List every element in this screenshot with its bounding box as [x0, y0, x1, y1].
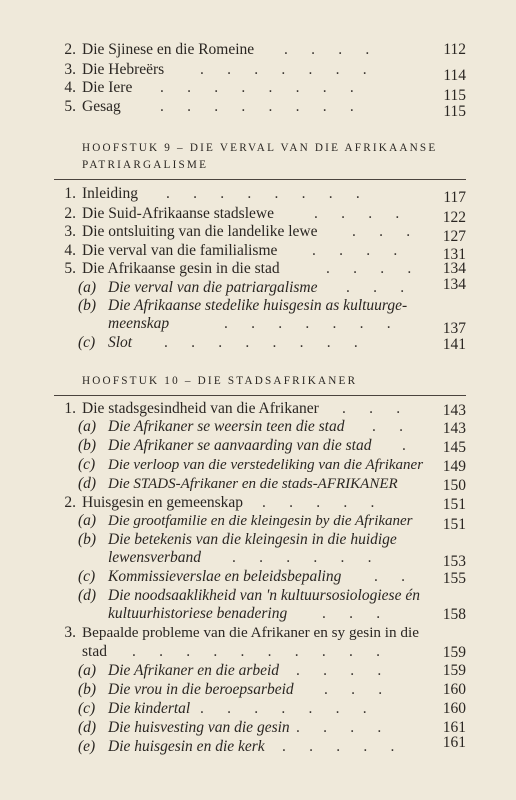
entry-title: Die Afrikaanse gesin in die stad — [82, 260, 280, 277]
chapter-10-heading: HOOFSTUK 10 – DIE STADSAFRIKANER — [82, 375, 358, 387]
entry-number: 1. — [64, 400, 76, 417]
entry-page-number: 161 — [442, 734, 466, 751]
toc-entry: 2. Die Suid-Afrikaanse stadslewe . . . . 122 — [0, 204, 516, 224]
entry-title: Die ontsluiting van die landelike lewe — [82, 223, 318, 240]
subentry-letter: (a) — [78, 418, 97, 435]
subentry-letter: (b) — [78, 681, 97, 698]
toc-subentry — [0, 474, 516, 494]
entry-page-number: 159 — [442, 644, 466, 661]
toc-subentry: (c) Slot . . . . . . . . 141 — [78, 334, 466, 353]
toc-subentry: (b) Die vrou in die beroepsarbeid . . . 160 — [78, 681, 466, 698]
divider-rule — [54, 179, 466, 180]
toc-subentry — [0, 530, 516, 550]
entry-page-number: 131 — [442, 246, 466, 263]
toc-subentry — [0, 586, 516, 606]
toc-subentry — [0, 455, 516, 475]
toc-subentry — [0, 511, 516, 531]
entry-number: 2. — [64, 41, 76, 58]
toc-subentry: (b) Die Afrikaner se aanvaarding van die stad . 145 — [78, 437, 466, 456]
entry-page-number: 159 — [442, 662, 466, 679]
entry-page-number: 161 — [442, 719, 466, 736]
entry-title: Die STADS-Afrikaner en die stads-AFRIKANER — [108, 476, 398, 492]
subentry-letter: (d) — [78, 587, 97, 604]
entry-title: Die Sjinese en die Romeine — [82, 41, 255, 58]
entry-title: Die Suid-Afrikaanse stadslewe — [82, 205, 274, 222]
entry-number: 4. — [64, 79, 76, 96]
entry-title: Inleiding — [82, 185, 138, 202]
entry-title: kultuurhistoriese benadering — [108, 605, 288, 622]
subentry-letter: (c) — [78, 568, 96, 585]
entry-page-number: 155 — [442, 570, 466, 587]
entry-title: Die Afrikaanse stedelike huisgesin as kultuurge- — [108, 297, 408, 314]
entry-page-number: 143 — [442, 402, 466, 419]
entry-page-number: 160 — [442, 681, 466, 698]
toc-subentry: kultuurhistoriese benadering . . . 158 — [108, 605, 466, 623]
entry-page-number: 143 — [442, 420, 466, 437]
entry-title: Bepaalde probleme van die Afrikaner en sy gesin in die — [82, 624, 419, 641]
divider-rule — [54, 395, 466, 396]
entry-number: 2. — [64, 494, 76, 511]
entry-page-number: 134 — [442, 260, 466, 277]
toc-entry: 2. Die Sjinese en die Romeine . . . . 112 — [0, 40, 516, 60]
subentry-letter: (c) — [78, 456, 96, 473]
entry-title: Die Iere — [82, 79, 133, 96]
entry-title: Die vrou in die beroepsarbeid — [108, 681, 294, 698]
entry-title: Die verval van die patriargalisme — [108, 279, 318, 296]
toc-entry: 2. Huisgesin en gemeenskap . . . . . 151 — [0, 493, 516, 513]
toc-entry: 5. Gesag . . . . . . . . 115 — [0, 97, 516, 117]
entry-page-number: 122 — [442, 209, 466, 226]
entry-page-number: 115 — [443, 87, 466, 104]
entry-page-number: 145 — [442, 439, 466, 456]
toc-subentry: (c) Kommissieverslae en beleidsbepaling . . 155 — [78, 568, 466, 587]
entry-title: Die grootfamilie en die kleingesin by die Afrikaner — [108, 513, 413, 529]
entry-title: Kommissieverslae en beleidsbepaling — [108, 568, 342, 585]
entry-title: Gesag — [82, 98, 121, 115]
subentry-letter: (c) — [78, 334, 96, 351]
entry-number: 3. — [64, 61, 76, 78]
subentry-letter: (a) — [78, 279, 97, 296]
toc-entry: stad . . . . . . . . . . 159 — [82, 643, 466, 661]
entry-title: Die stadsgesindheid van die Afrikaner — [82, 400, 319, 417]
entry-title: Die Afrikaner en die arbeid — [108, 662, 280, 679]
toc-entry: 4. Die Iere . . . . . . . . 115 — [0, 78, 516, 98]
entry-title: Die huisgesin en die kerk — [108, 738, 265, 755]
subentry-letter: (a) — [78, 662, 97, 679]
entry-page-number: 112 — [443, 41, 466, 58]
entry-page-number: 153 — [442, 553, 466, 570]
subentry-letter: (b) — [78, 531, 97, 548]
entry-number: 5. — [64, 98, 76, 115]
toc-subentry: meenskap . . . . . . . 137 — [108, 315, 466, 337]
entry-title: Die noodsaaklikheid van 'n kultuursosiologiese én — [108, 587, 420, 604]
entry-page-number: 141 — [442, 336, 466, 353]
subentry-letter: (e) — [78, 738, 96, 755]
entry-number: 3. — [64, 223, 76, 240]
entry-title: Die betekenis van die kleingesin in die huidige — [108, 531, 397, 548]
toc-entry: 1. Die stadsgesindheid van die Afrikaner . . . 143 — [0, 399, 516, 419]
subentry-letter: (b) — [78, 437, 97, 454]
entry-title: stad — [82, 643, 107, 660]
entry-page-number: 137 — [442, 320, 466, 337]
subentry-letter: (a) — [78, 512, 97, 529]
toc-subentry: lewensverband . . . . . . 153 — [108, 549, 466, 570]
entry-page-number: 151 — [442, 516, 466, 533]
subentry-letter: (d) — [78, 719, 97, 736]
entry-page-number: 115 — [443, 103, 466, 120]
entry-number: 1. — [64, 185, 76, 202]
toc-entry: 1. Inleiding . . . . . . . . 117 — [0, 184, 516, 204]
entry-page-number: 127 — [442, 228, 466, 245]
entry-page-number: 114 — [443, 67, 466, 84]
entry-page-number: 158 — [442, 606, 466, 623]
entry-page-number: 149 — [442, 458, 466, 475]
entry-title: Huisgesin en gemeenskap — [82, 494, 243, 511]
entry-title: Die Afrikaner se weersin teen die stad — [108, 418, 345, 435]
entry-title: Die huisvesting van die gesin — [108, 719, 290, 736]
entry-number: 2. — [64, 205, 76, 222]
entry-title: Die Afrikaner se aanvaarding van die stad — [108, 437, 372, 454]
toc-subentry: (e) Die huisgesin en die kerk . . . . . 161 — [78, 734, 466, 755]
toc-entry — [0, 623, 516, 643]
subentry-letter: (d) — [78, 475, 97, 492]
toc-entry: 4. Die verval van die familialisme . . . . 131 — [0, 241, 516, 261]
chapter-9-heading-line-1: HOOFSTUK 9 – DIE VERVAL VAN DIE AFRIKAANSE — [82, 142, 438, 154]
toc-entry: 5. Die Afrikaanse gesin in die stad . . . . 134 — [0, 259, 516, 279]
toc-entry: 3. Die Hebreërs . . . . . . . 114 — [0, 60, 516, 80]
toc-entry: 3. Die ontsluiting van die landelike lewe . . . 127 — [0, 222, 516, 242]
entry-page-number: 150 — [442, 477, 466, 494]
toc-subentry: (d) Die huisvesting van die gesin . . . . 161 — [78, 719, 466, 736]
toc-subentry — [0, 296, 516, 316]
entry-title: Die kindertal — [108, 700, 191, 717]
toc-subentry: (a) Die verval van die patriargalisme . . . 134 — [78, 276, 466, 296]
entry-title: meenskap — [108, 315, 170, 332]
entry-page-number: 151 — [442, 496, 466, 513]
entry-title: lewensverband — [108, 549, 201, 566]
entry-title: Die verval van die familialisme — [82, 242, 278, 259]
toc-subentry: (a) Die Afrikaner en die arbeid . . . . 159 — [78, 662, 466, 679]
subentry-letter: (b) — [78, 297, 97, 314]
entry-page-number: 117 — [443, 189, 466, 206]
entry-number: 5. — [64, 260, 76, 277]
toc-subentry: (c) Die kindertal . . . . . . . 160 — [78, 700, 466, 717]
entry-number: 4. — [64, 242, 76, 259]
entry-page-number: 160 — [442, 700, 466, 717]
toc-subentry: (a) Die Afrikaner se weersin teen die stad . . 143 — [78, 418, 466, 437]
chapter-9-heading-line-2: PATRIARGALISME — [82, 159, 209, 171]
subentry-letter: (c) — [78, 700, 96, 717]
entry-title: Slot — [108, 334, 133, 351]
entry-title: Die Hebreërs — [82, 61, 165, 78]
entry-number: 3. — [64, 624, 76, 641]
entry-title: Die verloop van die verstedeliking van die Afrikaner — [108, 457, 424, 473]
entry-page-number: 134 — [442, 276, 466, 293]
